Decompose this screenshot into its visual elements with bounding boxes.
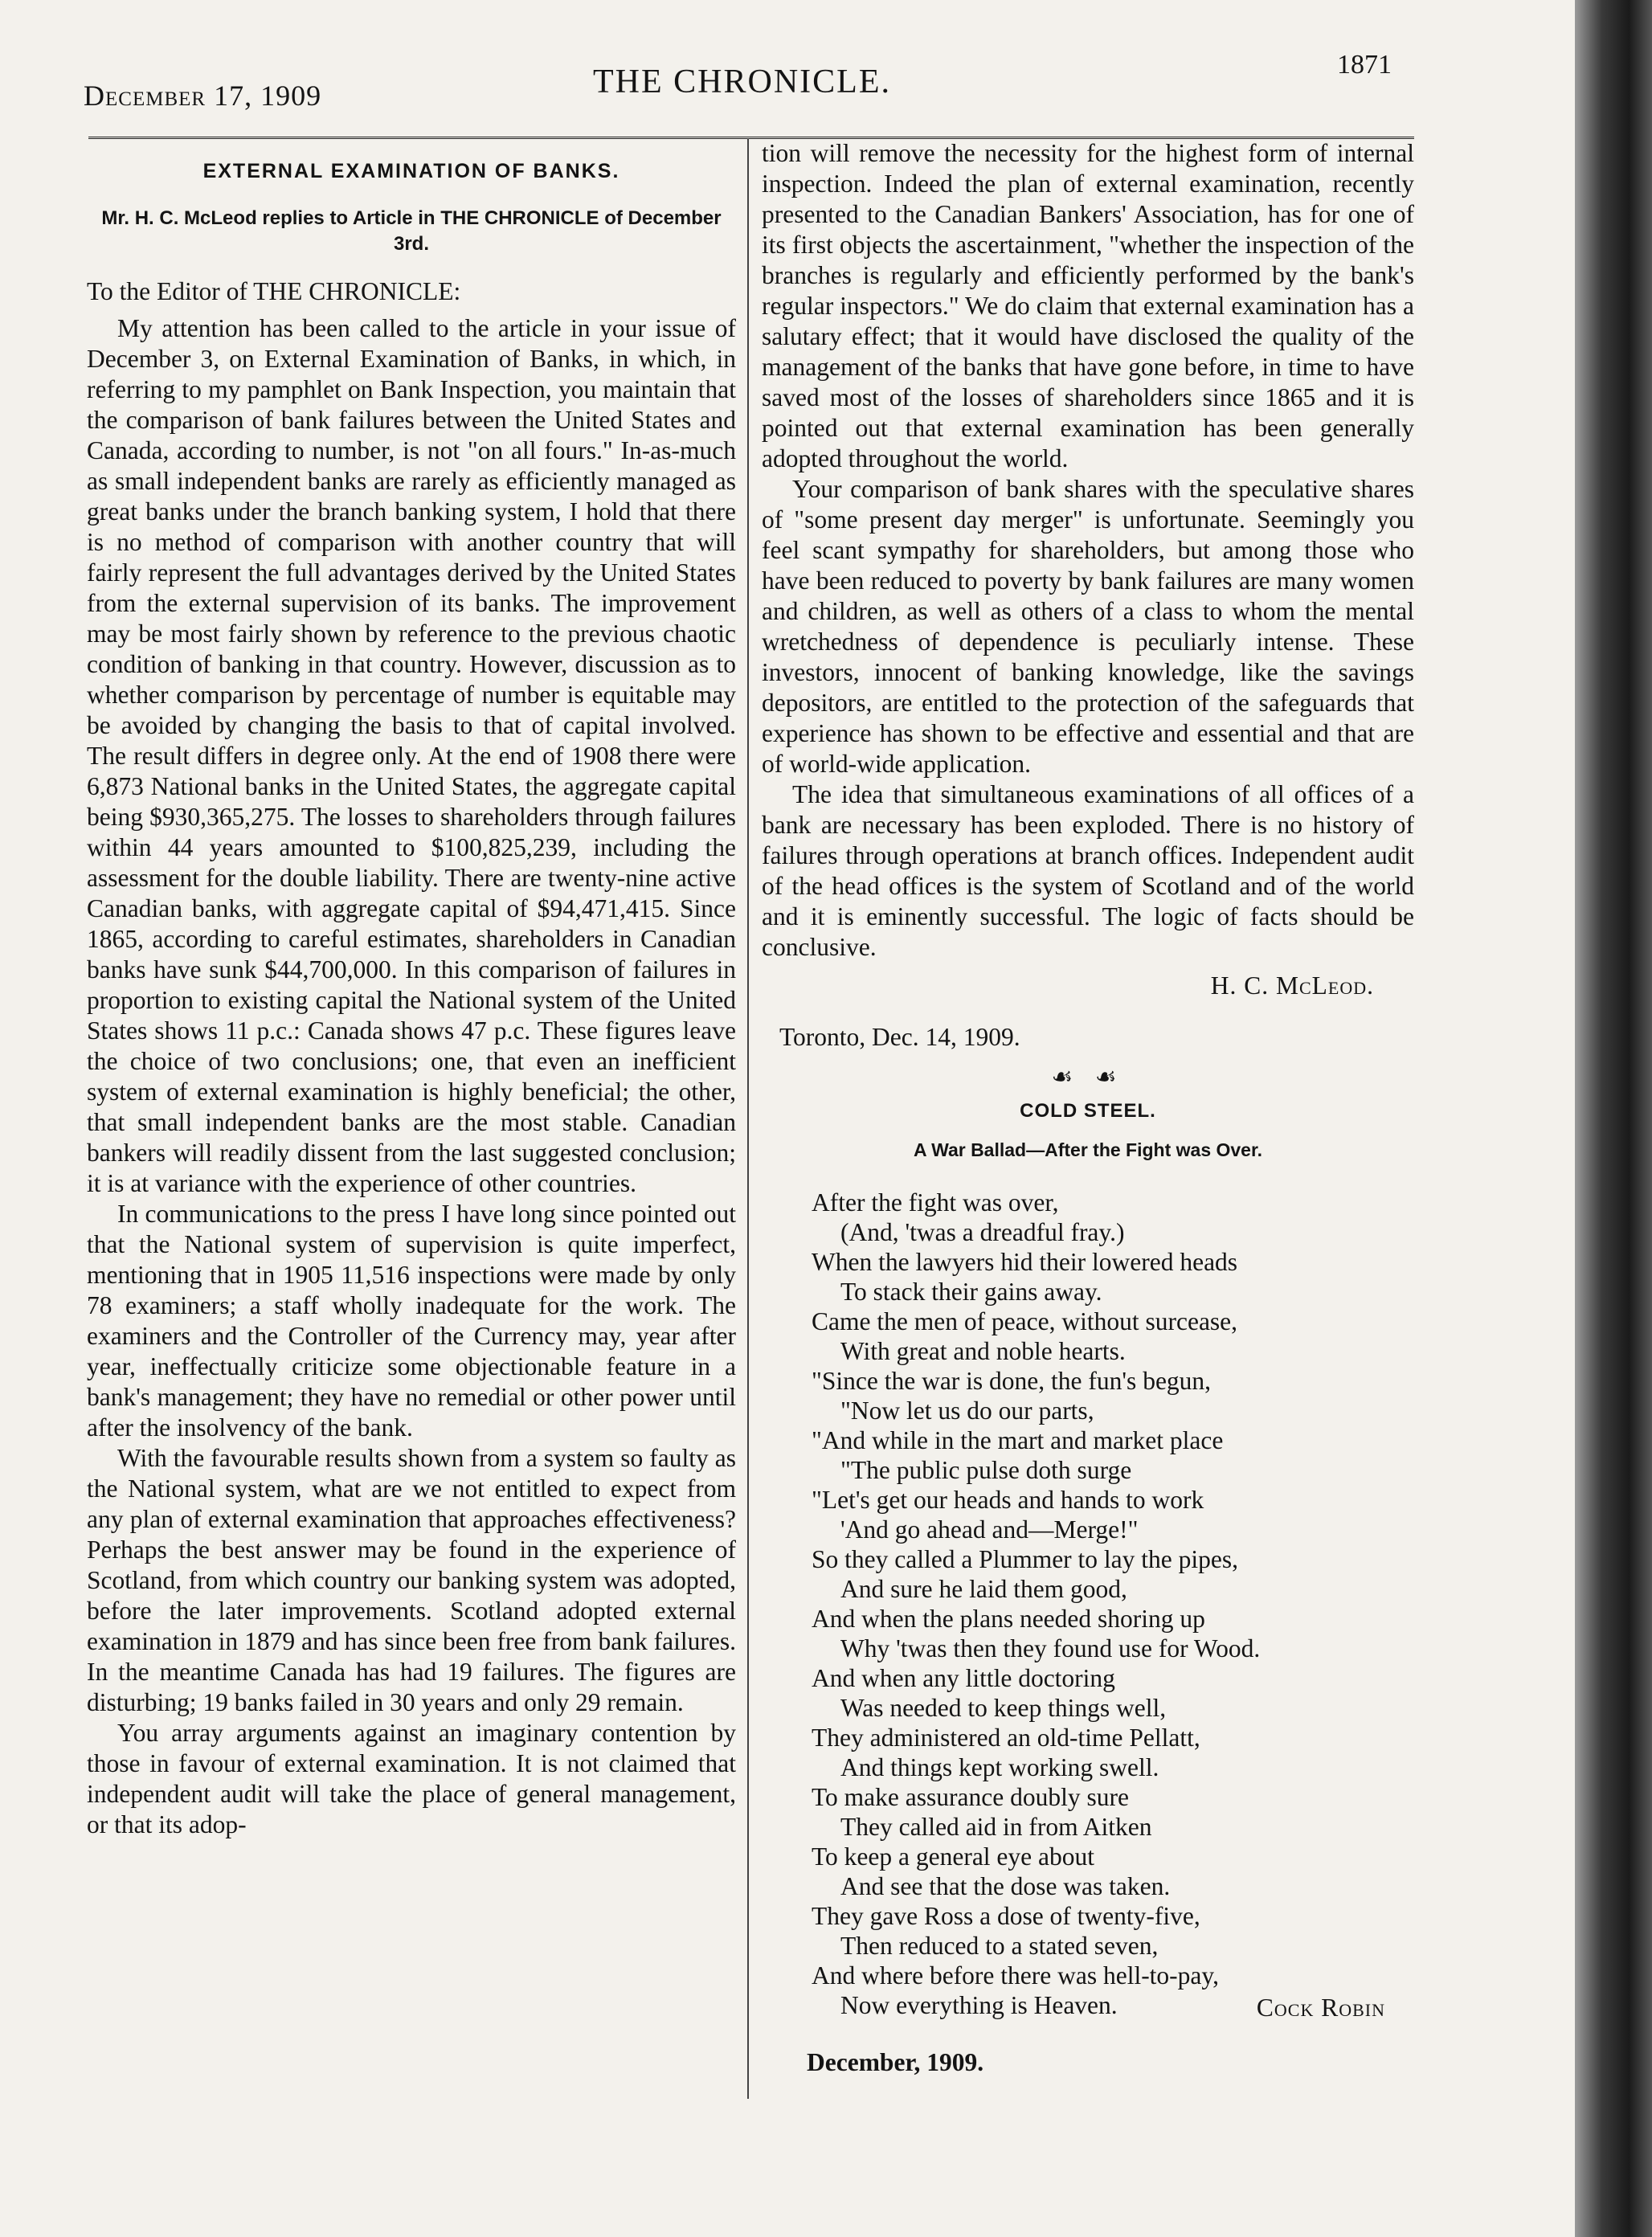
poem-date: December, 1909. bbox=[807, 2048, 984, 2076]
poem-line: 'And go ahead and—Merge!" bbox=[840, 1515, 1139, 1544]
poem-line: "Now let us do our parts, bbox=[840, 1397, 1094, 1425]
section-ornament: ☙ ☙ bbox=[1051, 1064, 1125, 1090]
article-paragraph: Your comparison of bank shares with the speculative shares of "some present day merger" is unfortunate. Seemingly you feel scant sympathy for shareholders, but among those who have been reduced to poverty by bank failures are many women and children, as well as others of a class to whom the mental wretchedness of dependence is peculiarly intense. These investors, innocent of banking knowledge, like the savings depositors, are entitled to the protection of the safeguards that experience has shown to be effective and essential and that are of world-wide application. bbox=[762, 475, 1414, 778]
poem-line: "The public pulse doth surge bbox=[840, 1456, 1132, 1484]
poem-line: And when the plans needed shoring up bbox=[812, 1605, 1205, 1633]
poem-line: To make assurance doubly sure bbox=[812, 1783, 1129, 1811]
poem-line: Why 'twas then they found use for Wood. bbox=[840, 1634, 1261, 1662]
poem-line: After the fight was over, bbox=[812, 1188, 1059, 1217]
poem-line: To stack their gains away. bbox=[840, 1278, 1102, 1306]
article-paragraph: You array arguments against an imaginary contention by those in favour of external examination. It is not claimed that independent audit will take the place of general management, or that its adop- bbox=[87, 1719, 736, 1838]
poem-line: Then reduced to a stated seven, bbox=[840, 1932, 1159, 1960]
page-header bbox=[0, 0, 1575, 137]
publication-title: THE CHRONICLE. bbox=[593, 63, 891, 100]
article-paragraph: In communications to the press I have long since pointed out that the National system of supervision is quite imperfect, mentioning that in 1905 11,516 inspections were made by only 78 examiners; a staff wholly inadequate for the work. The examiners and the Controller of the Currency may, year after year, ineffectually criticize some objectionable feature in a bank's management; they have no remedial or other power until after the insolvency of the bank. bbox=[87, 1200, 736, 1442]
poem-line: "Let's get our heads and hands to work bbox=[812, 1486, 1204, 1514]
article-title: EXTERNAL EXAMINATION OF BANKS. bbox=[202, 160, 620, 182]
left-column bbox=[87, 153, 736, 1840]
poem-line: Now everything is Heaven. bbox=[840, 1991, 1118, 2019]
poem-line: "And while in the mart and market place bbox=[812, 1426, 1224, 1454]
poem-line: They gave Ross a dose of twenty-five, bbox=[812, 1902, 1200, 1930]
article-dateline: Toronto, Dec. 14, 1909. bbox=[779, 1023, 1020, 1051]
page-number: 1871 bbox=[1337, 50, 1392, 80]
poem-line: (And, 'twas a dreadful fray.) bbox=[840, 1218, 1125, 1246]
poem-line: They administered an old-time Pellatt, bbox=[812, 1724, 1200, 1752]
poem-line: They called aid in from Aitken bbox=[840, 1813, 1152, 1841]
article-paragraph: With the favourable results shown from a system so faulty as the National system, what are we not entitled to expect from any plan of external examination that approaches effectiveness? Perhaps the best answer may be found in the experience of Scotland, from which country our banking system was adopted, before the later improvements. Scotland adopted external examination in 1879 and has since been free from bank failures. In the meantime Canada has had 19 failures. The figures are disturbing; 19 banks failed in 30 years and only 29 remain. bbox=[87, 1444, 736, 1716]
article-subtitle: Mr. H. C. McLeod replies to Article in THE CHRONICLE of December 3rd. bbox=[101, 207, 722, 255]
poem-body bbox=[812, 1188, 1414, 2020]
poem-line: "Since the war is done, the fun's begun, bbox=[812, 1367, 1212, 1395]
poem-signature: Cock Robin bbox=[1256, 1994, 1385, 2022]
poem-line: Was needed to keep things well, bbox=[840, 1694, 1167, 1722]
right-column bbox=[762, 138, 1414, 2078]
poem-subtitle: A War Ballad—After the Fight was Over. bbox=[913, 1139, 1263, 1160]
poem-title: COLD STEEL. bbox=[1020, 1100, 1156, 1122]
header-date: December 17, 1909 bbox=[84, 80, 322, 112]
article-signature: H. C. McLeod. bbox=[1210, 971, 1374, 1000]
poem-line: And when any little doctoring bbox=[812, 1664, 1115, 1692]
poem-line: And sure he laid them good, bbox=[840, 1575, 1127, 1603]
article-paragraph: The idea that simultaneous examinations of all offices of a bank are necessary has been exploded. There is no history of failures through operations at branch offices. Independent audit of the head offices is the system of Scotland and of the world and it is eminently successful. The logic of facts should be conclusive. bbox=[762, 780, 1414, 961]
poem-line: To keep a general eye about bbox=[812, 1842, 1094, 1871]
poem-line: When the lawyers hid their lowered heads bbox=[812, 1248, 1238, 1276]
poem-line: With great and noble hearts. bbox=[840, 1337, 1126, 1365]
poem-line: So they called a Plummer to lay the pipes, bbox=[812, 1545, 1239, 1573]
poem-line: And things kept working swell. bbox=[840, 1753, 1159, 1781]
article-paragraph: My attention has been called to the article in your issue of December 3, on External Examination of Banks, in which, in referring to my pamphlet on Bank Inspection, you maintain that the comparison of bank failures between the United States and Canada, according to number, is not "on all fours." In-as-much as small independent banks are rarely as efficiently managed as great banks under the branch banking system, I hold that there is no method of comparison with another country that will fairly represent the full advantages derived by the United States from the external supervision of its banks. The improvement may be most fairly shown by reference to the previous chaotic condition of banking in that country. However, discussion as to whether comparison by percentage of number is equitable may be avoided by changing the basis to that of capital involved. The result differs in degree only. At the end of 1908 there were 6,873 National banks in the United States, the aggregate capital being $930,365,275. The losses to shareholders through failures within 44 years amounted to $100,825,239, including the assessment for the double liability. There are twenty-nine active Canadian banks, with aggregate capital of $94,471,415. Since 1865, according to careful estimates, shareholders in Canadian banks have sunk $44,700,000. In this comparison of failures in proportion to existing capital the National system of the United States shows 11 p.c.: Canada shows 47 p.c. These figures leave the choice of two conclusions; one, that even an inefficient system of external examination is highly beneficial; the other, that small independent banks are the most stable. Canadian bankers will readily dissent from the last suggested conclusion; it is at variance with the experience of other countries. bbox=[87, 314, 736, 1197]
poem-line: And where before there was hell-to-pay, bbox=[812, 1961, 1219, 1990]
article-paragraph: tion will remove the necessity for the highest form of internal inspection. Indeed the plan of external examination, recently presented to the Canadian Bankers' Association, has for one of its first objects the ascertainment, "whether the inspection of the branches is regularly and efficiently performed by the bank's regular inspectors." We do claim that external examination has a salutary effect; that it would have disclosed the quality of the management of the banks that have gone before, in time to have saved most of the losses of shareholders since 1865 and it is pointed out that external examination has been generally adopted throughout the world. bbox=[762, 139, 1414, 472]
poem-line: And see that the dose was taken. bbox=[840, 1872, 1171, 1900]
poem-line: Came the men of peace, without surcease, bbox=[812, 1307, 1238, 1335]
book-spine-edge bbox=[1575, 0, 1652, 2237]
salutation: To the Editor of THE CHRONICLE: bbox=[87, 277, 461, 305]
column-divider bbox=[747, 138, 749, 2099]
